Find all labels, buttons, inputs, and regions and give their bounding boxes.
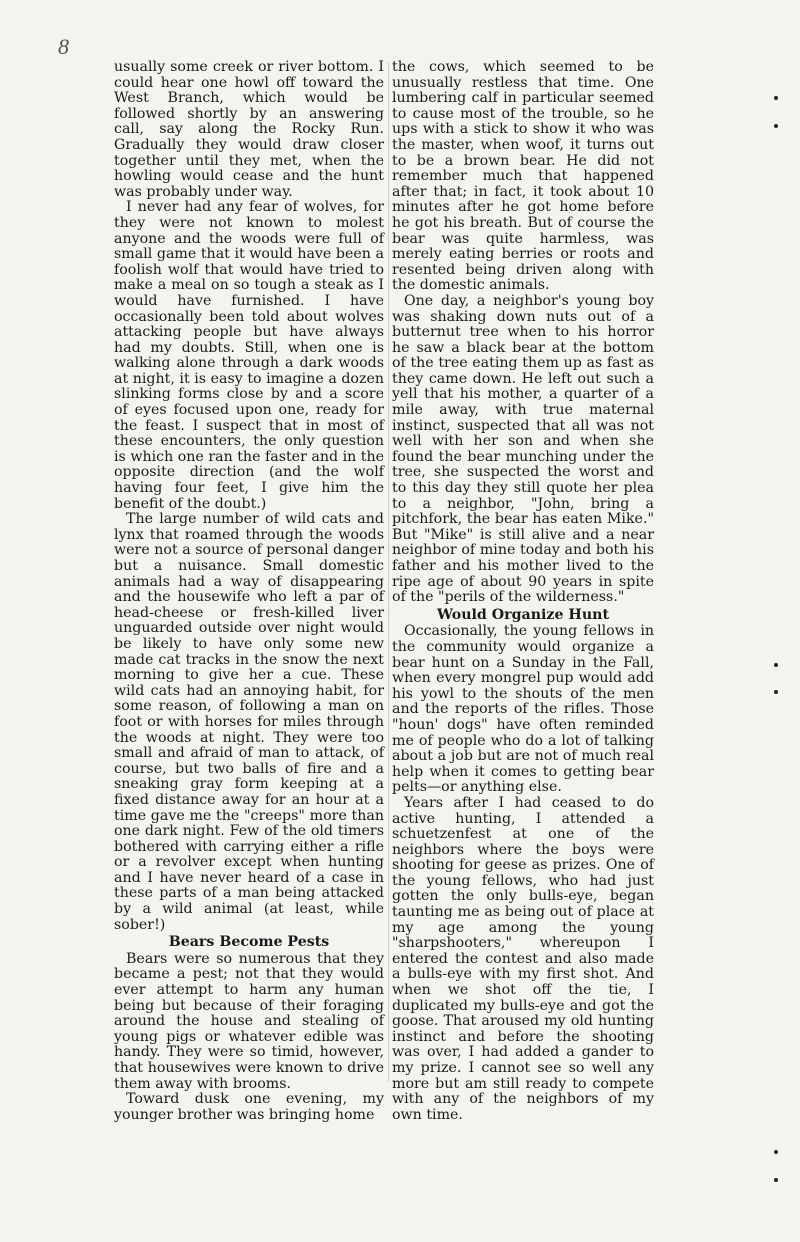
margin-dot — [774, 96, 778, 100]
margin-dot — [774, 1150, 778, 1154]
section-heading: Would Organize Hunt — [436, 606, 610, 623]
margin-dot — [774, 124, 778, 128]
paragraph: I never had any fear of wolves, for they were not known to molest anyone and the woods were full of small game that it would have been a foolish wolf that would have tried to make a meal on so tough a steak as I would have furnished. I have occasionally been told about wolves attacking people but have always had my doubts. Still, when one is walking alone through a dark woods at night, it is easy to imagine a dozen slinking forms close by and a score of eyes focused upon one, ready for the feast. I suspect that in most of these encounters, the only question is which one ran the faster and in the opposite direction (and the wolf having four feet, I give him the benefit of the doubt.) — [114, 199, 384, 512]
margin-dot — [774, 663, 778, 667]
right-column — [392, 60, 654, 1123]
paragraph: Bears were so numerous that they became a pest; not that they would ever attempt to harm any human being but because of their foraging around the house and stealing of young pigs or whatever edible was handy. They were so timid, however, that housewives were known to drive them away with brooms. — [114, 950, 384, 1092]
paragraph: Occasionally, the young fellows in the community would organize a bear hunt on a Sunday in the Fall, when every mongrel pup would add his yowl to the shouts of the men and the reports of the rifles. Those "houn' dogs" have often reminded me of people who do a lot of talking about a job but are not of much real help when it comes to getting bear pelts—or anything else. — [392, 623, 654, 796]
margin-dot — [774, 690, 778, 694]
margin-dot — [774, 1178, 778, 1182]
paragraph: The large number of wild cats and lynx that roamed through the woods were not a source of personal danger but a nuisance. Small domestic animals had a way of disappearing and the housewife who left a par of head-cheese or fresh-killed liver unguarded outside over night would be likely to have only some new made cat tracks in the snow the next morning to give her a cue. These wild cats had an annoying habit, for some reason, of following a man on foot or with horses for miles through the woods at night. They were too small and afraid of man to attack, of course, but two balls of fire and a sneaking gray form keeping at a fixed distance away for an hour at a time gave me the "creeps" more than one dark night. Few of the old timers bothered with carrying either a rifle or a revolver except when hunting and I have never heard of a case in these parts of a man being attacked by a wild animal (at least, while sober!) — [114, 511, 384, 933]
paragraph: the cows, which seemed to be unusually restless that time. One lumbering calf in particular seemed to cause most of the trouble, so he ups with a stick to show it who was the master, when woof, it turns out to be a brown bear. He did not remember much that happened after that; in fact, it took about 10 minutes after he got home before he got his breath. But of course the bear was quite harmless, was merely eating berries or roots and resented being driven along with the domestic animals. — [392, 59, 654, 294]
page-number: 8 — [58, 34, 69, 59]
column-divider — [388, 62, 389, 1082]
paragraph: Toward dusk one evening, my younger brother was bringing home — [114, 1091, 384, 1123]
paragraph: Years after I had ceased to do active hunting, I attended a schuetzenfest at one of the neighbors where the boys were shooting for geese as prizes. One of the young fellows, who had just gotten the only bulls-eye, began taunting me as being out of place at my age among the young "sharpshooters," whereupon I entered the contest and also made a bulls-eye with my first shot. And when we shot off the tie, I duplicated my bulls-eye and got the goose. That aroused my old hunting instinct and before the shooting was over, I had added a gander to my prize. I cannot see so well any more but am still ready to compete with any of the neighbors of my own time. — [392, 794, 654, 1123]
section-heading: Bears Become Pests — [168, 934, 330, 951]
left-column — [114, 60, 384, 1123]
paragraph: usually some creek or river bottom. I could hear one howl off toward the West Branch, which would be followed shortly by an answering call, say along the Rocky Run. Gradually they would draw closer together until they met, when the howling would cease and the hunt was probably under way. — [114, 59, 384, 200]
paragraph: One day, a neighbor's young boy was shaking down nuts out of a butternut tree when to his horror he saw a black bear at the bottom of the tree eating them up as fast as they came down. He left out such a yell that his mother, a quarter of a mile away, with true maternal instinct, suspected that all was not well with her son and when she found the bear munching under the tree, she suspected the worst and to this day they still quote her plea to a neighbor, "John, bring a pitchfork, the bear has eaten Mike." But "Mike" is still alive and a near neighbor of mine today and both his father and his mother lived to the ripe age of about 90 years in spite of the "perils of the wilderness." — [392, 292, 654, 606]
